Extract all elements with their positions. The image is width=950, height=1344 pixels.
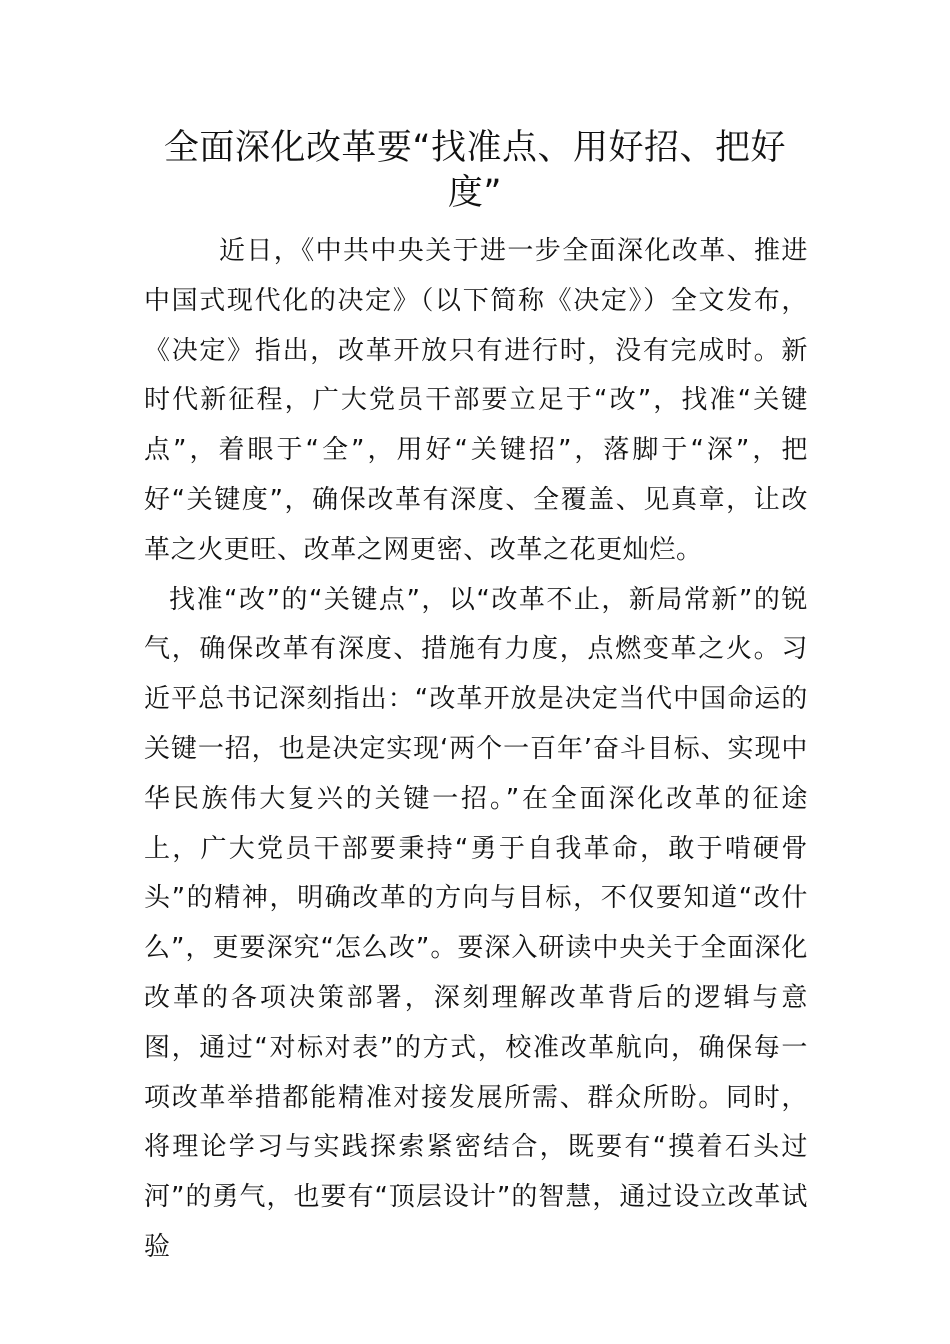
document-body [144, 227, 808, 1273]
paragraph-2: 找准“改”的“关键点”，以“改革不止，新局常新”的锐气，确保改革有深度、措施有力度，点燃变革之火。习近平总书记深刻指出：“改革开放是决定当代中国命运的关键一招，也是决定实现‘两个一百年’奋斗目标、实现中华民族伟大复兴的关键一招。”在全面深化改革的征途上，广大党员干部要秉持“勇于自我革命，敢于啃硬骨头”的精神，明确改革的方向与目标，不仅要知道“改什么”，更要深究“怎么改”。要深入研读中央关于全面深化改革的各项决策部署，深刻理解改革背后的逻辑与意图，通过“对标对表”的方式，校准改革航向，确保每一项改革举措都能精准对接发展所需、群众所盼。同时，将理论学习与实践探索紧密结合，既要有“摸着石头过河”的勇气，也要有“顶层设计”的智慧，通过设立改革试验 [144, 584, 808, 1262]
document-title: 全面深化改革要“找准点、用好招、把好度” [163, 128, 787, 213]
paragraph-1: 近日，《中共中央关于进一步全面深化改革、推进中国式现代化的决定》（以下简称《决定》）全文发布，《决定》指出，改革开放只有进行时，没有完成时。新时代新征程，广大党员干部要立足于“改”，找准“关键点”，着眼于“全”，用好“关键招”，落脚于“深”，把好“关键度”，确保改革有深度、全覆盖、见真章，让改革之火更旺、改革之网更密、改革之花更灿烂。 [144, 236, 808, 565]
